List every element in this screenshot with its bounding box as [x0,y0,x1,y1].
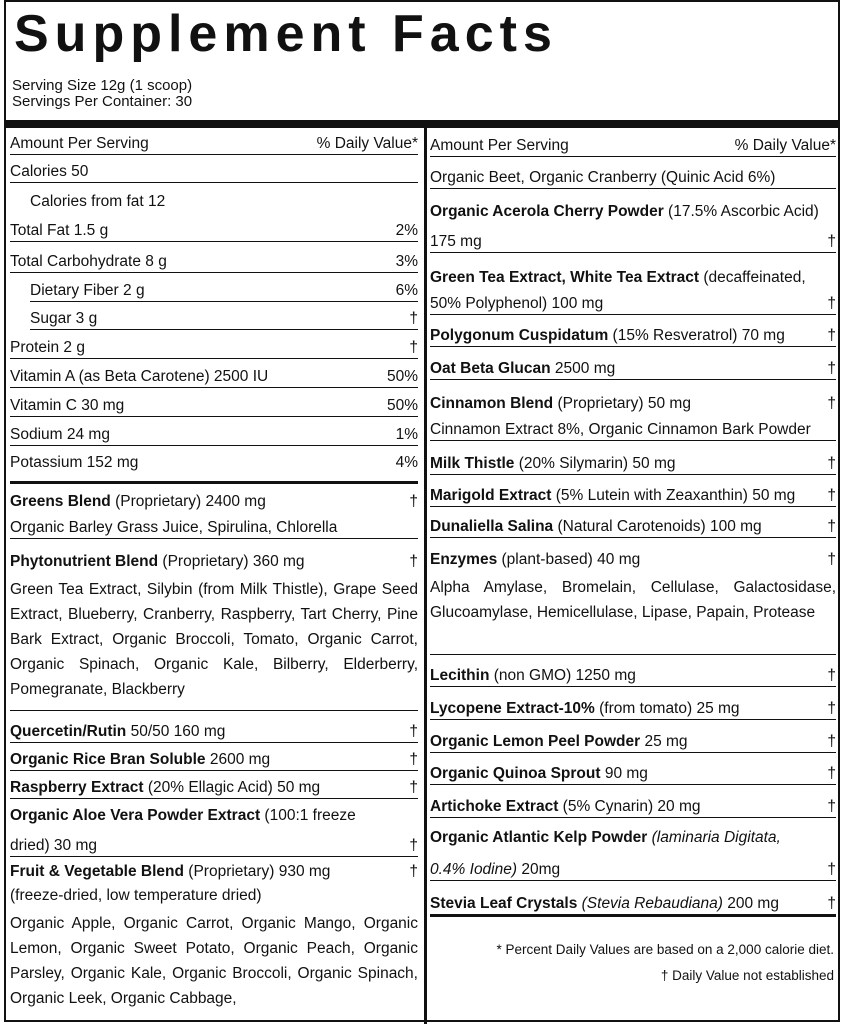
cinnamon-dv: † [827,395,836,412]
greens-ingredients [10,518,418,539]
greens-dv: † [409,493,418,510]
nutrient-row [10,252,418,273]
aloe-row-2 [10,836,418,857]
fruit-veg-row [10,862,418,882]
nutrient-row [30,309,418,330]
dunaliella-row [430,517,836,538]
greentea-line2: 50% Polyphenol) 100 mg [430,295,604,312]
nutrient-row [10,425,418,446]
acerola-dv: † [827,233,836,250]
phytonutrient-ingredients: Green Tea Extract, Silybin (from Milk Thistle), Grape Seed Extract, Blueberry, Cranberry, Raspberry, Tart Cherry, Pine Bark Extract, Organic Broccoli, Tomato, Organic Carrot, Organic Spinach, Organic Kale, Bilberry, Elderberry, Pomegranate, Blackberry [10,577,418,711]
dv-header: % Daily Value* [316,135,418,152]
lemon-name: Organic Lemon Peel Powder [430,733,641,750]
fruit-veg-line2: (freeze-dried, low temperature dried) [10,887,262,904]
percent-footnote: * Percent Daily Values are based on a 2,000 calorie diet. [496,942,834,957]
nutrient-label: Total Carbohydrate 8 g [10,253,167,270]
enzymes-ingredients: Alpha Amylase, Bromelain, Cellulase, Galactosidase, Glucoamylase, Hemicellulase, Lipase, Papain, Protease [430,575,836,655]
greentea-row-2 [430,294,836,315]
amount-header: Amount Per Serving [10,135,149,152]
supplement-facts-panel [4,0,840,1022]
acerola-name: Organic Acerola Cherry Powder [430,203,664,220]
nutrient-label: Sugar 3 g [30,310,98,327]
raspberry-row [10,778,418,799]
servings-per-container: Servings Per Container: 30 [12,93,193,110]
quinoa-name: Organic Quinoa Sprout [430,765,601,782]
beet-row [430,168,836,189]
beet-text: Organic Beet, Organic Cranberry (Quinic Acid 6%) [430,169,776,186]
artichoke-dv: † [827,798,836,815]
quercetin-detail: 50/50 160 mg [126,723,226,740]
raspberry-detail: (20% Ellagic Acid) 50 mg [143,779,321,796]
lecithin-name: Lecithin [430,667,490,684]
kelp-row-2 [430,860,836,881]
acerola-line2: 175 mg [430,233,482,250]
cinnamon-line2: Cinnamon Extract 8%, Organic Cinnamon Bark Powder [430,421,811,438]
rice-bran-detail: 2600 mg [205,751,271,768]
phytonutrient-blend-row [10,552,418,572]
cinnamon-detail: (Proprietary) 50 mg [553,395,691,412]
milkthistle-detail: (20% Silymarin) 50 mg [514,455,676,472]
aloe-dv: † [409,837,418,854]
nutrient-label: Dietary Fiber 2 g [30,282,145,299]
thick-divider [6,120,838,128]
kelp-name: Organic Atlantic Kelp Powder [430,829,648,846]
calories-fat-row [30,192,418,212]
right-header [430,136,836,157]
polygonum-dv: † [827,327,836,344]
enzymes-name: Enzymes [430,551,498,568]
nutrient-label: Vitamin C 30 mg [10,397,125,414]
phyto-name: Phytonutrient Blend [10,553,159,570]
kelp-line2b: 20mg [517,861,561,878]
calories-label: Calories 50 [10,163,89,180]
lecithin-dv: † [827,667,836,684]
stevia-detail: (Stevia Rebaudiana) [577,895,723,912]
stevia-detail2: 200 mg [722,895,779,912]
cinnamon-row [430,394,836,414]
kelp-dv: † [827,861,836,878]
milkthistle-row [430,454,836,475]
artichoke-row [430,797,836,818]
greentea-name: Green Tea Extract, White Tea Extract [430,269,700,286]
raspberry-name: Raspberry Extract [10,779,144,796]
nutrient-dv: 50% [386,397,418,414]
stevia-row [430,894,836,917]
nutrient-dv: 4% [395,454,418,471]
nutrient-bottom-rule [10,464,418,484]
oat-row [430,359,836,380]
quinoa-row [430,764,836,785]
quercetin-name: Quercetin/Rutin [10,723,127,740]
lycopene-name: Lycopene Extract-10% [430,700,595,717]
greens-name: Greens Blend [10,493,111,510]
serving-size: Serving Size 12g (1 scoop) [12,77,193,94]
rice-bran-row [10,750,418,771]
enzymes-row [430,550,836,570]
nutrient-dv: 1% [395,426,418,443]
calories-fat-label: Calories from fat 12 [30,193,166,210]
nutrient-label: Protein 2 g [10,339,85,356]
nutrient-label: Vitamin A (as Beta Carotene) 2500 IU [10,368,269,385]
fruit-veg-ingredients: Organic Apple, Organic Carrot, Organic Mango, Organic Lemon, Organic Sweet Potato, Organic Peach, Organic Parsley, Organic Kale, Organic Broccoli, Organic Spinach, Organic Leek, Organic Cabbage, [10,915,418,1007]
quercetin-row [10,722,418,743]
nutrient-dv: † [409,339,418,356]
lecithin-detail: (non GMO) 1250 mg [489,667,636,684]
lecithin-row [430,666,836,687]
column-divider [424,128,427,1024]
amount-header-right: Amount Per Serving [430,137,569,154]
nutrient-row [10,338,418,359]
dunaliella-dv: † [827,518,836,535]
lemon-dv: † [827,733,836,750]
dunaliella-detail: (Natural Carotenoids) 100 mg [553,518,762,535]
artichoke-name: Artichoke Extract [430,798,559,815]
nutrient-row [30,281,418,302]
calories-row [10,162,418,183]
rice-bran-name: Organic Rice Bran Soluble [10,751,206,768]
nutrient-label: Potassium 152 mg [10,454,139,471]
fruit-veg-detail: (Proprietary) 930 mg [183,863,331,880]
oat-detail: 2500 mg [550,360,616,377]
panel-title: Supplement Facts [14,5,558,63]
aloe-detail: (100:1 freeze [260,807,356,824]
rice-bran-dv: † [409,751,418,768]
enzymes-dv: † [827,551,836,568]
cinnamon-name: Cinnamon Blend [430,395,554,412]
greens-blend-row [10,492,418,512]
aloe-name: Organic Aloe Vera Powder Extract [10,807,261,824]
milkthistle-name: Milk Thistle [430,455,515,472]
lycopene-row [430,699,836,720]
nutrient-row [10,396,418,417]
marigold-row [430,486,836,507]
kelp-detail: (laminaria Digitata, [647,829,781,846]
dunaliella-name: Dunaliella Salina [430,518,554,535]
fruit-veg-row-2 [10,886,418,906]
kelp-line2: 0.4% Iodine) [430,861,518,878]
greentea-row [430,268,836,288]
lycopene-dv: † [827,700,836,717]
marigold-dv: † [827,487,836,504]
stevia-dv: † [827,895,836,912]
stevia-name: Stevia Leaf Crystals [430,895,578,912]
artichoke-detail: (5% Cynarin) 20 mg [558,798,701,815]
lemon-row [430,732,836,753]
kelp-row [430,828,836,848]
phyto-detail: (Proprietary) 360 mg [158,553,305,570]
acerola-row [430,202,836,222]
nutrient-row [10,367,418,388]
dagger-footnote: † Daily Value not established [660,968,834,983]
aloe-row [10,806,418,826]
enzymes-detail: (plant-based) 40 mg [497,551,641,568]
milkthistle-dv: † [827,455,836,472]
fruit-veg-name: Fruit & Vegetable Blend [10,863,184,880]
quinoa-dv: † [827,765,836,782]
nutrient-dv: 50% [386,368,418,385]
fruit-veg-dv: † [409,863,418,880]
oat-name: Oat Beta Glucan [430,360,551,377]
polygonum-detail: (15% Resveratrol) 70 mg [608,327,785,344]
greens-detail: (Proprietary) 2400 mg [110,493,266,510]
nutrient-dv: 6% [395,282,418,299]
nutrient-dv: 2% [395,222,418,239]
dv-header-right: % Daily Value* [734,137,836,154]
cinnamon-row-2 [430,420,836,441]
lemon-detail: 25 mg [640,733,688,750]
nutrient-row [10,221,418,242]
lycopene-detail: (from tomato) 25 mg [594,700,740,717]
polygonum-name: Polygonum Cuspidatum [430,327,609,344]
nutrient-label: Sodium 24 mg [10,426,110,443]
phyto-dv: † [409,553,418,570]
greens-ingredients-text: Organic Barley Grass Juice, Spirulina, Chlorella [10,519,338,536]
marigold-detail: (5% Lutein with Zeaxanthin) 50 mg [551,487,796,504]
nutrient-dv: † [409,310,418,327]
marigold-name: Marigold Extract [430,487,552,504]
acerola-detail: (17.5% Ascorbic Acid) [663,203,819,220]
quercetin-dv: † [409,723,418,740]
aloe-line2: dried) 30 mg [10,837,98,854]
nutrient-label: Total Fat 1.5 g [10,222,109,239]
nutrient-dv: 3% [395,253,418,270]
oat-dv: † [827,360,836,377]
quinoa-detail: 90 mg [600,765,648,782]
left-header [10,134,418,155]
polygonum-row [430,326,836,347]
acerola-row-2 [430,232,836,253]
greentea-dv: † [827,295,836,312]
raspberry-dv: † [409,779,418,796]
greentea-detail: (decaffeinated, [699,269,806,286]
